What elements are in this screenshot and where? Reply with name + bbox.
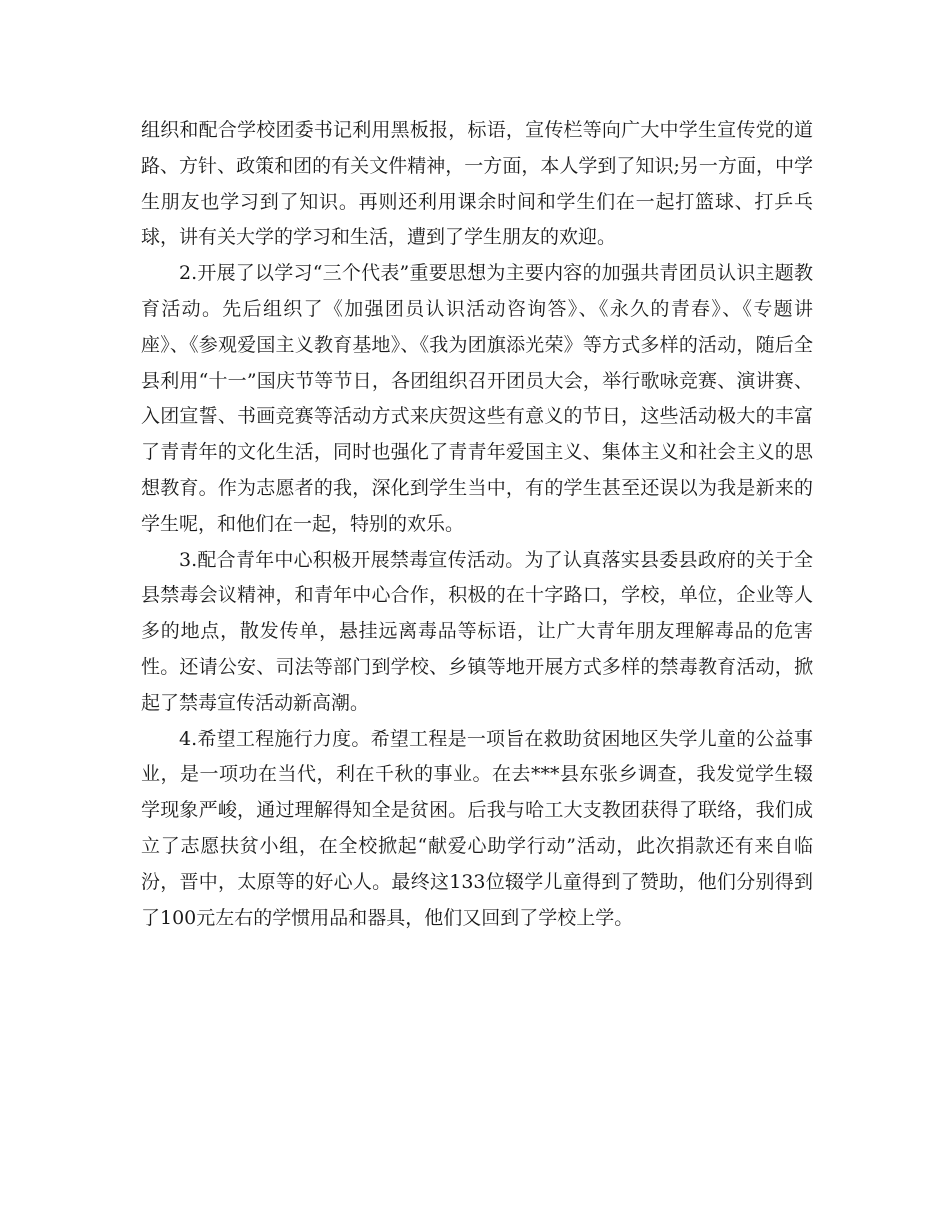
paragraph-4: 4.希望工程施行力度。希望工程是一项旨在救助贫困地区失学儿童的公益事业，是一项功在当代，利在千秋的事业。在去***县东张乡调查，我发觉学生辍学现象严峻，通过理解得知全是贫困。后我与哈工大支教团获得了联络，我们成立了志愿扶贫小组，在全校掀起“献爱心助学行动”活动，此次捐款还有来自临汾，晋中，太原等的好心人。最终这133位辍学儿童得到了赞助，他们分别得到了100元左右的学惯用品和器具，他们又回到了学校上学。	[141, 727, 813, 929]
paragraph-2: 2.开展了以学习“三个代表”重要思想为主要内容的加强共青团员认识主题教育活动。先后组织了《加强团员认识活动咨询答》、《永久的青春》、《专题讲座》、《参观爱国主义教育基地》、《我为团旗添光荣》等方式多样的活动，随后全县利用“十一”国庆节等节日，各团组织召开团员大会，举行歌咏竞赛、演讲赛、入团宣誓、书画竞赛等活动方式来庆贺这些有意义的节日，这些活动极大的丰富了青青年的文化生活，同时也强化了青青年爱国主义、集体主义和社会主义的思想教育。作为志愿者的我，深化到学生当中，有的学生甚至还误以为我是新来的学生呢，和他们在一起，特别的欢乐。	[141, 262, 813, 535]
paragraph-1: 组织和配合学校团委书记利用黑板报，标语，宣传栏等向广大中学生宣传党的道路、方针、政策和团的有关文件精神，一方面，本人学到了知识;另一方面，中学生朋友也学习到了知识。再则还利用课余时间和学生们在一起打篮球、打乒乓球，讲有关大学的学习和生活，遭到了学生朋友的欢迎。	[141, 119, 813, 249]
document-body	[141, 113, 813, 936]
paragraph-3: 3.配合青年中心积极开展禁毒宣传活动。为了认真落实县委县政府的关于全县禁毒会议精神，和青年中心合作，积极的在十字路口，学校，单位，企业等人多的地点，散发传单，悬挂远离毒品等标语，让广大青年朋友理解毒品的危害性。还请公安、司法等部门到学校、乡镇等地开展方式多样的禁毒教育活动，掀起了禁毒宣传活动新高潮。	[141, 548, 813, 714]
